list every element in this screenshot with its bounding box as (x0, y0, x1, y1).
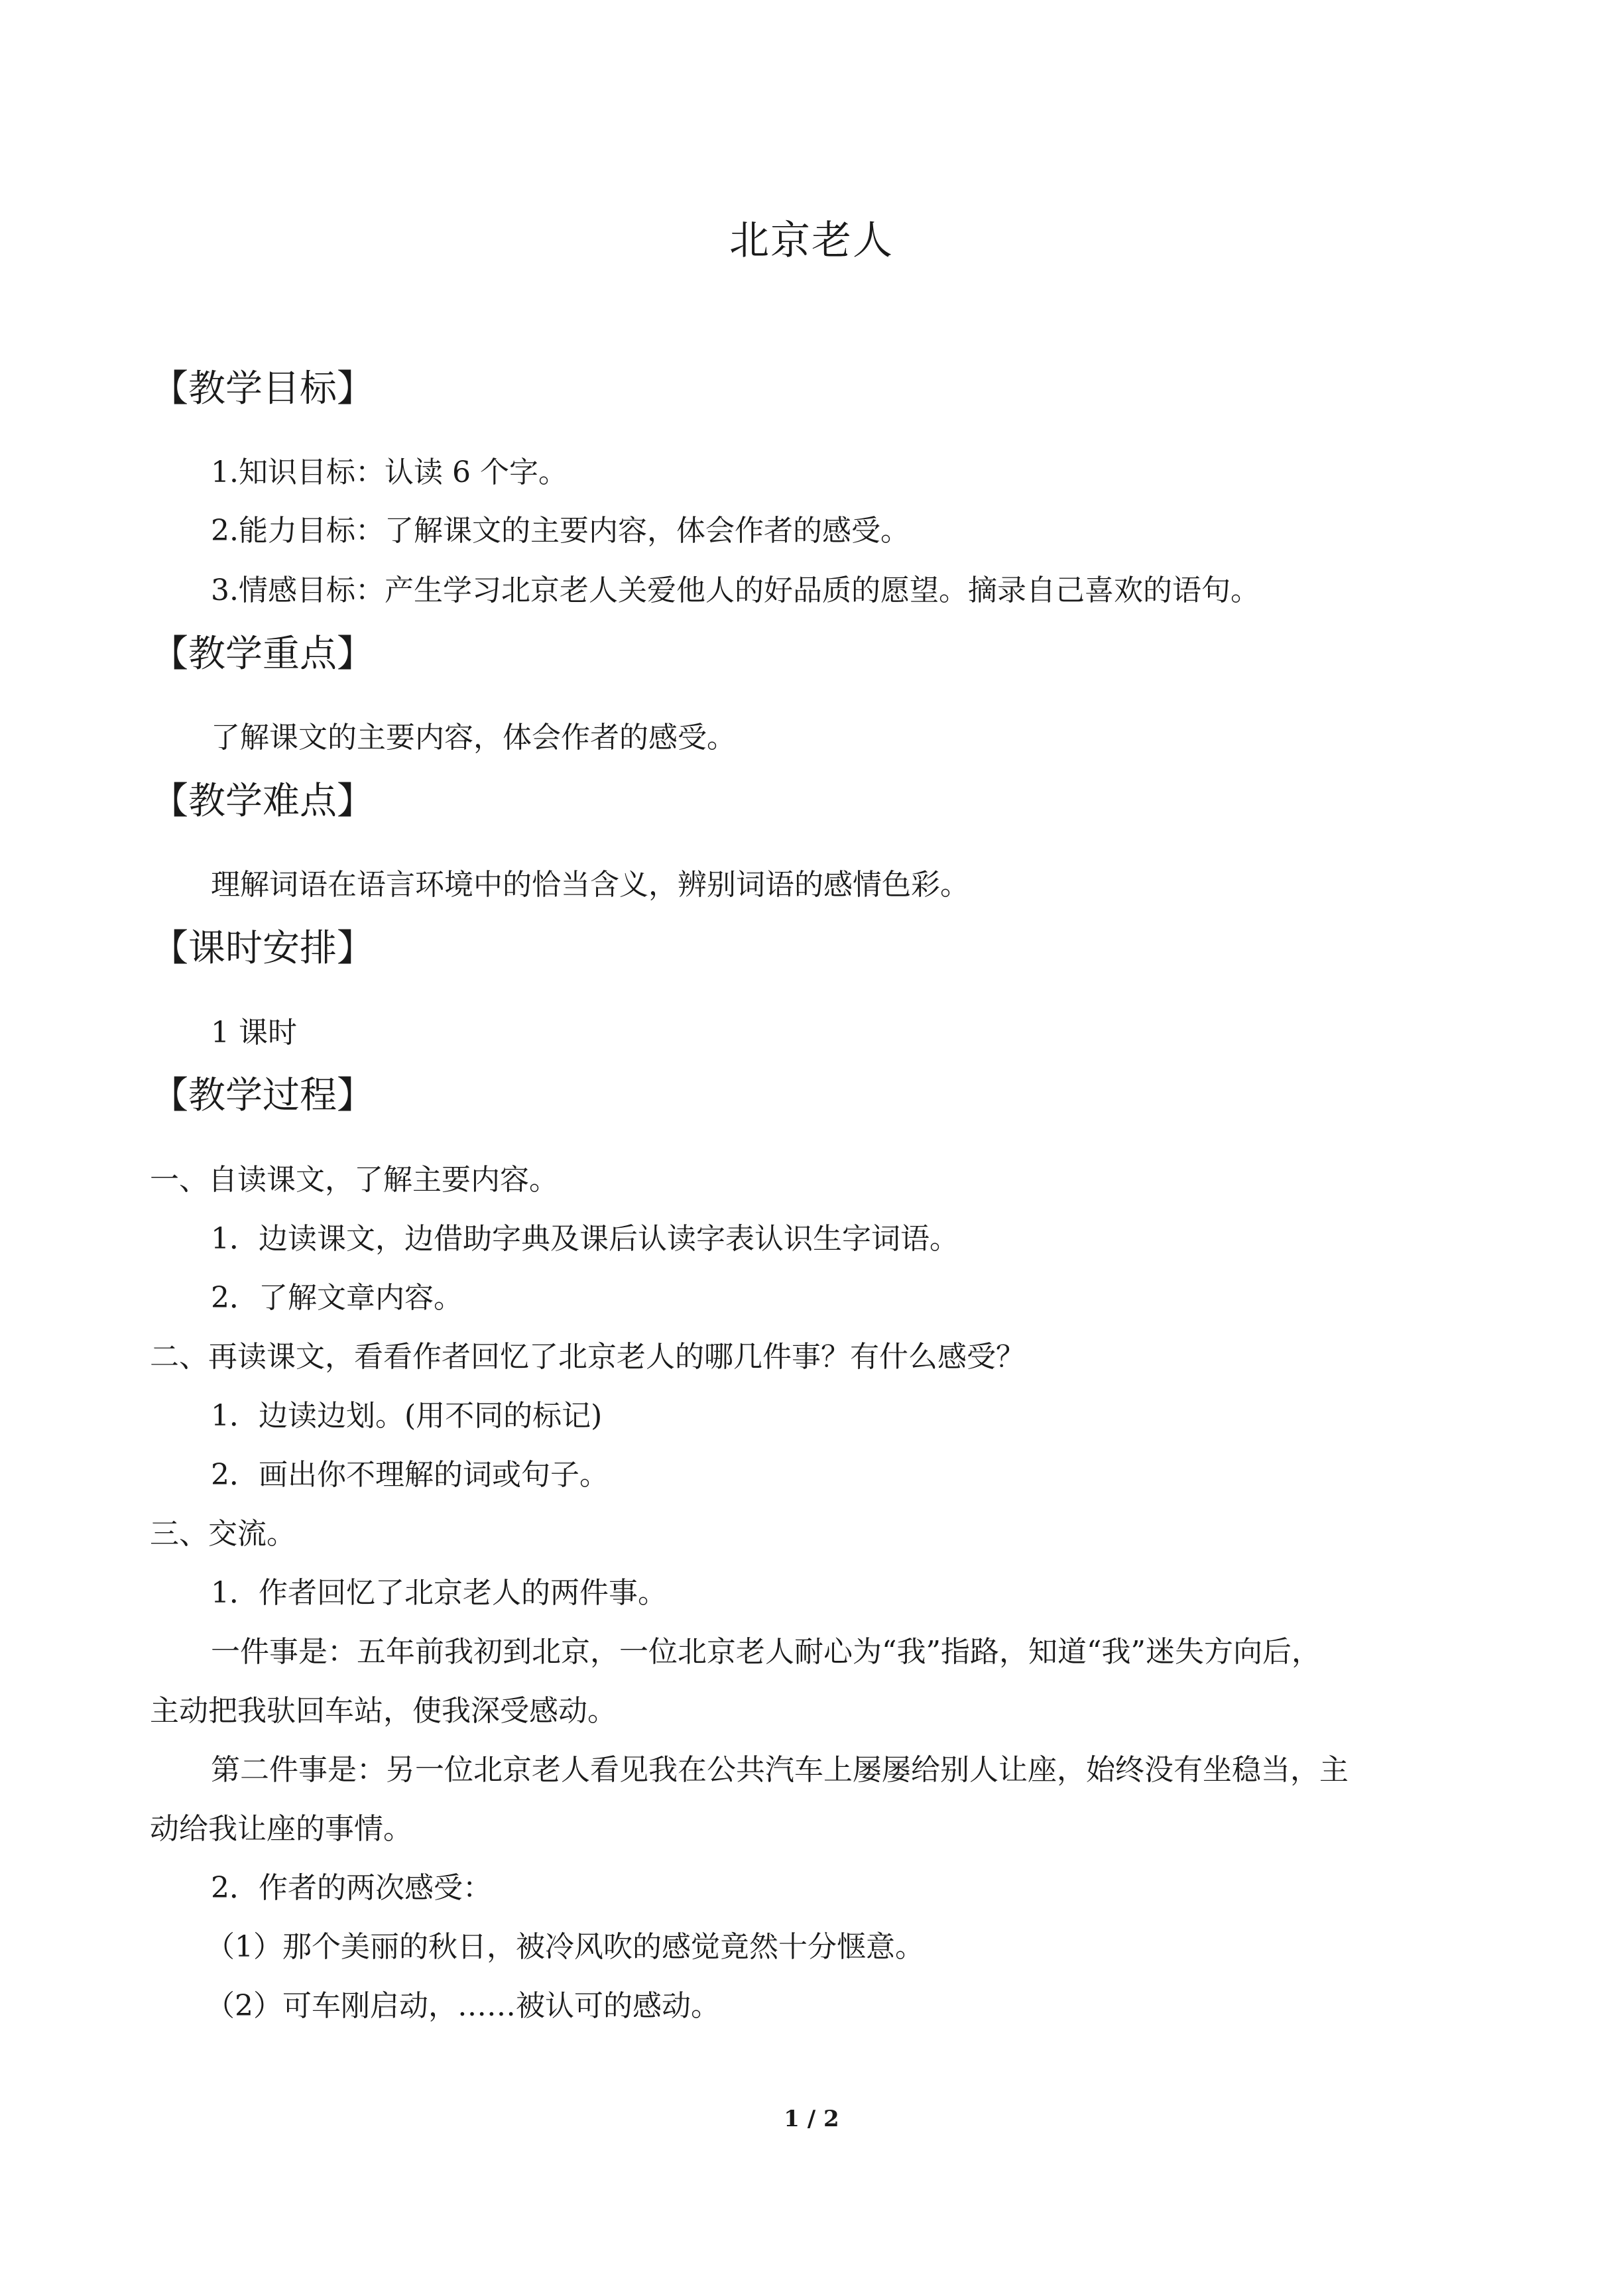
section-heading-key-points: 【教学重点】 (151, 633, 374, 676)
process-line: 1．边读边划。(用不同的标记) (211, 1399, 603, 1433)
objective-item: 2.能力目标：了解课文的主要内容，体会作者的感受。 (211, 514, 910, 548)
difficulties-text: 理解词语在语言环境中的恰当含义，辨别词语的感情色彩。 (211, 868, 969, 902)
process-line: 一件事是：五年前我初到北京，一位北京老人耐心为“我”指路，知道“我”迷失方向后， (211, 1635, 1321, 1669)
objective-item: 3.情感目标：产生学习北京老人关爱他人的好品质的愿望。摘录自己喜欢的语句。 (211, 574, 1260, 607)
process-step-heading: 一、自读课文，了解主要内容。 (150, 1163, 558, 1197)
process-line: 1．作者回忆了北京老人的两件事。 (211, 1576, 667, 1610)
process-line: 2．画出你不理解的词或句子。 (211, 1458, 609, 1492)
process-step-heading: 三、交流。 (150, 1517, 296, 1551)
section-heading-objectives: 【教学目标】 (151, 367, 374, 410)
process-line: 动给我让座的事情。 (150, 1812, 412, 1846)
process-line: （1）那个美丽的秋日，被冷风吹的感觉竟然十分惬意。 (206, 1930, 924, 1964)
objective-item: 1.知识目标：认读 6 个字。 (211, 455, 568, 489)
document-title: 北京老人 (729, 217, 894, 264)
process-line: 第二件事是：另一位北京老人看见我在公共汽车上屡屡给别人让座，始终没有坐稳当，主 (211, 1753, 1349, 1787)
section-heading-schedule: 【课时安排】 (151, 927, 374, 970)
section-heading-process: 【教学过程】 (151, 1074, 374, 1117)
page-number: 1 / 2 (784, 2106, 839, 2132)
process-line: （2）可车刚启动，……被认可的感动。 (206, 1989, 720, 2023)
process-step-heading: 二、再读课文，看看作者回忆了北京老人的哪几件事？有什么感受？ (150, 1340, 1025, 1374)
process-line: 2．作者的两次感受： (211, 1871, 492, 1905)
section-heading-difficulties: 【教学难点】 (151, 780, 374, 823)
process-line: 2．了解文章内容。 (211, 1281, 463, 1315)
key-points-text: 了解课文的主要内容，体会作者的感受。 (211, 721, 736, 755)
schedule-text: 1 课时 (211, 1016, 297, 1050)
process-line: 1．边读课文，边借助字典及课后认读字表认识生字词语。 (211, 1222, 959, 1256)
process-line: 主动把我驮回车站，使我深受感动。 (150, 1694, 617, 1728)
